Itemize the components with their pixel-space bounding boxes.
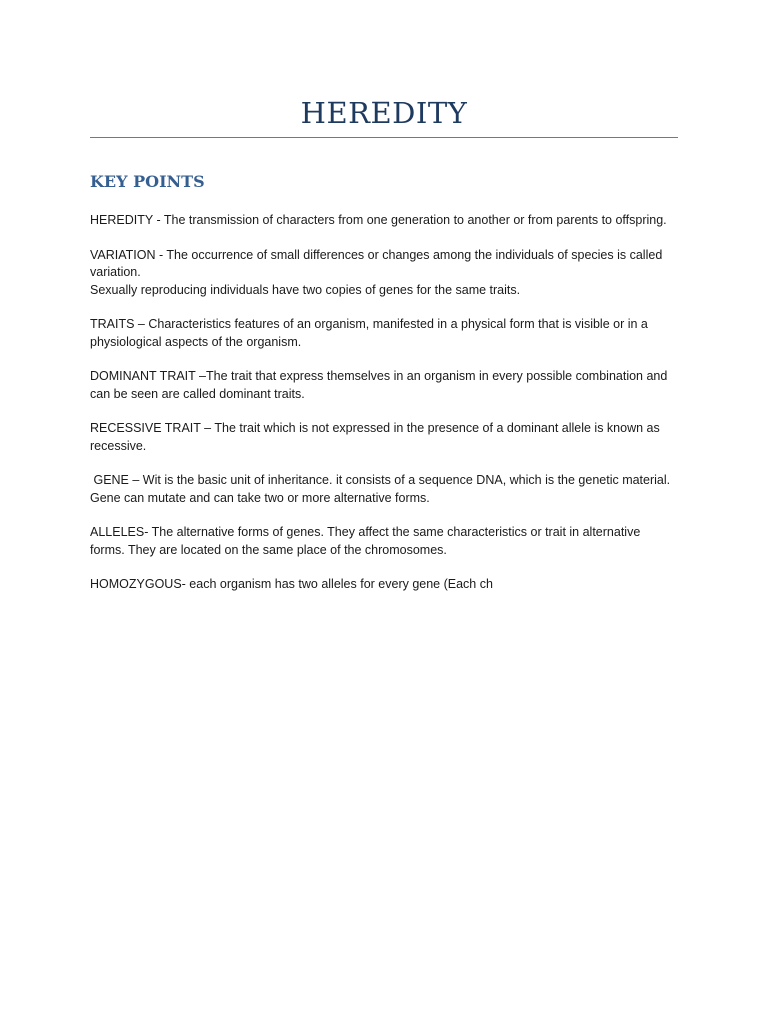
paragraph-line: DOMINANT TRAIT –The trait that express themselves in an organism in every possible combination and <box>90 369 668 383</box>
paragraph-line: Sexually reproducing individuals have two copies of genes for the same traits. <box>90 282 521 297</box>
paragraph-line: physiological aspects of the organism. <box>90 334 302 349</box>
title-divider <box>90 137 678 138</box>
paragraph-line: HEREDITY - The transmission of characters from one generation to another or from parents to offspring. <box>90 213 667 227</box>
paragraph-variation <box>90 247 680 300</box>
document-title: HEREDITY <box>300 96 468 130</box>
paragraph-dominant-trait <box>90 368 680 403</box>
paragraph-line: HOMOZYGOUS- each organism has two alleles for every gene (Each ch <box>90 577 493 591</box>
paragraph-line: recessive. <box>90 438 147 453</box>
paragraph-line: TRAITS – Characteristics features of an organism, manifested in a physical form that is visible or in a <box>90 317 648 331</box>
paragraph-line: Gene can mutate and can take two or more alternative forms. <box>90 490 430 505</box>
paragraph-homozygous <box>90 576 680 594</box>
paragraph-heredity <box>90 212 680 230</box>
paragraph-traits <box>90 316 680 351</box>
paragraph-line: ALLELES- The alternative forms of genes. They affect the same characteristics or trait in alternative <box>90 525 641 539</box>
document-body <box>90 212 680 611</box>
paragraph-gene <box>90 472 680 507</box>
paragraph-line: can be seen are called dominant traits. <box>90 386 305 401</box>
paragraph-recessive-trait <box>90 420 680 455</box>
section-heading: KEY POINTS <box>90 172 205 191</box>
paragraph-line: forms. They are located on the same place of the chromosomes. <box>90 542 447 557</box>
paragraph-line: variation. <box>90 265 141 279</box>
paragraph-line: VARIATION - The occurrence of small differences or changes among the individuals of species is called <box>90 247 663 262</box>
paragraph-line: RECESSIVE TRAIT – The trait which is not expressed in the presence of a dominant allele is known as <box>90 421 660 435</box>
paragraph-line: GENE – Wit is the basic unit of inheritance. it consists of a sequence DNA, which is the genetic material. <box>90 473 671 487</box>
paragraph-alleles <box>90 524 680 559</box>
